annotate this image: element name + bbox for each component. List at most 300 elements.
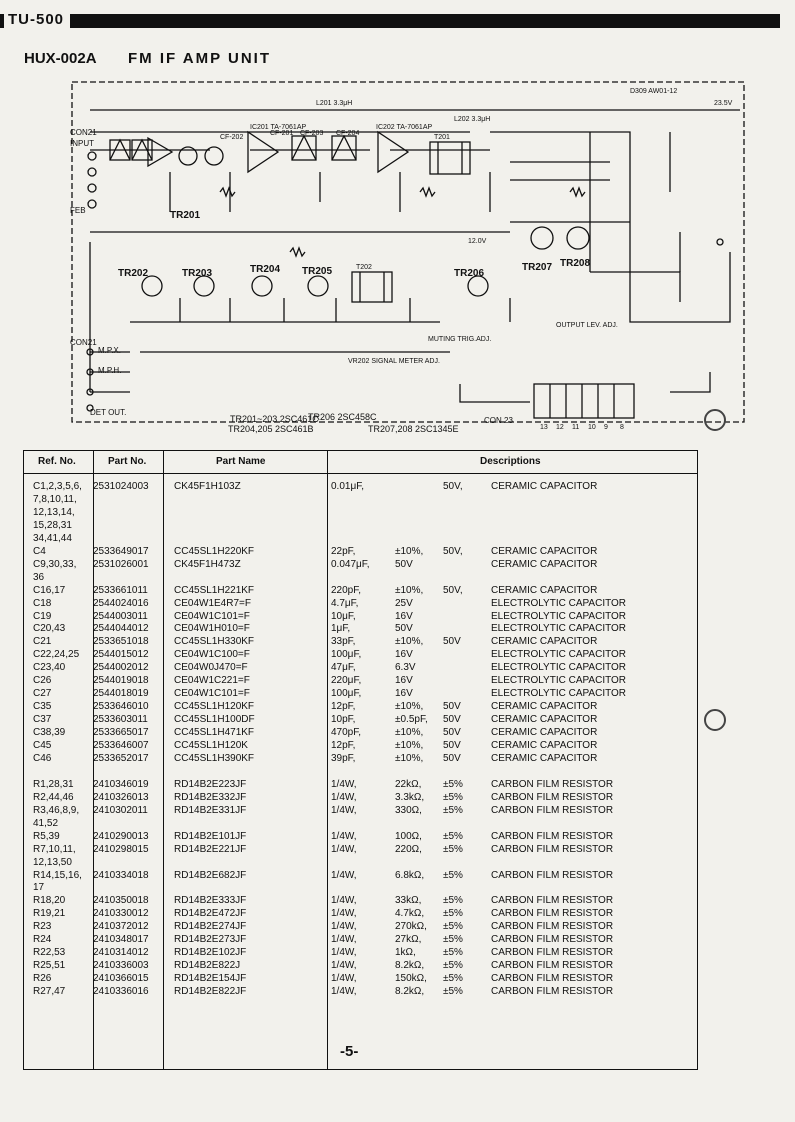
voltage-cell: 50V	[443, 714, 461, 726]
voltage-cell: ±5%	[443, 908, 463, 920]
ref-no-cell: 12,13,14,	[33, 506, 75, 518]
part-name-cell: CE04W1E4R7=F	[174, 597, 251, 609]
voltage-cell: 50V	[443, 727, 461, 739]
t201-label: T201	[434, 134, 450, 141]
table-row	[23, 714, 698, 726]
voltage-cell: ±5%	[443, 934, 463, 946]
tr204-label: TR204	[250, 264, 281, 275]
part-no-cell: 2410366015	[93, 973, 149, 985]
part-name-cell: RD14B2E331JF	[174, 804, 247, 816]
ref-no-cell: 12,13,50	[33, 856, 72, 868]
value-cell: 1/4W,	[331, 934, 357, 946]
pin-13: 13	[540, 424, 548, 431]
part-name-cell: CC45SL1H471KF	[174, 727, 255, 739]
tolerance-cell: 27kΩ,	[395, 934, 422, 946]
part-name-cell: CC45SL1H120KF	[174, 701, 255, 713]
part-no-cell: 2410314012	[93, 947, 149, 959]
tolerance-cell: 4.7kΩ,	[395, 908, 425, 920]
table-row	[23, 831, 698, 843]
value-cell: 1/4W,	[331, 830, 357, 842]
value-cell: 22pF,	[331, 545, 356, 557]
part-no-cell: 2410346019	[93, 778, 149, 790]
tolerance-cell: ±10%,	[395, 727, 424, 739]
part-no-cell: 2410350018	[93, 895, 149, 907]
tolerance-cell: 330Ω,	[395, 804, 422, 816]
description-cell: CARBON FILM RESISTOR	[491, 804, 614, 816]
table-row	[23, 740, 698, 752]
table-row	[23, 701, 698, 713]
value-cell: 470pF,	[331, 727, 362, 739]
ref-no-cell: R7,10,11,	[33, 843, 76, 855]
ref-no-cell: C19	[33, 610, 52, 622]
part-name-cell: RD14B2E223JF	[174, 778, 247, 790]
part-no-cell: 2410302011	[93, 804, 148, 816]
table-row	[23, 636, 698, 648]
description-cell: CARBON FILM RESISTOR	[491, 791, 614, 803]
header-part-no: Part No.	[108, 456, 147, 467]
description-cell: CERAMIC CAPACITOR	[491, 545, 598, 557]
part-no-cell: 2533652017	[93, 752, 149, 764]
tolerance-cell: ±10%,	[395, 584, 424, 596]
value-cell: 12pF,	[331, 740, 356, 751]
description-cell: ELECTROLYTIC CAPACITOR	[491, 597, 627, 609]
description-cell: CERAMIC CAPACITOR	[491, 636, 598, 648]
description-cell: CARBON FILM RESISTOR	[491, 830, 614, 842]
value-cell: 220μF,	[331, 675, 362, 687]
ref-no-cell: R25,51	[33, 960, 66, 972]
voltage-cell: 50V	[443, 752, 461, 764]
tr-list-2: TR206 2SC458C	[308, 412, 377, 422]
punch-hole-icon	[700, 405, 730, 435]
ref-no-cell: R26	[33, 973, 52, 985]
part-name-cell: RD14B2E822J	[174, 960, 241, 972]
tolerance-cell: 16V	[395, 688, 413, 700]
part-no-cell: 2410336003	[93, 960, 149, 972]
header-bar	[0, 14, 780, 28]
ref-no-cell: R22,53	[33, 947, 66, 959]
ref-no-cell: C20,43	[33, 623, 66, 635]
part-no-cell: 2410330012	[93, 908, 149, 920]
value-cell: 1/4W,	[331, 960, 357, 972]
tolerance-cell: ±10%,	[395, 545, 424, 557]
cf204-label: CF-204	[336, 130, 360, 137]
value-cell: 1/4W,	[331, 869, 357, 881]
tolerance-cell: 220Ω,	[395, 843, 422, 855]
table-row	[23, 649, 698, 661]
table-row	[23, 857, 698, 869]
part-no-cell: 2410290013	[93, 830, 149, 842]
value-cell: 12pF,	[331, 701, 356, 713]
voltage-cell: 50V,	[443, 584, 463, 596]
value-cell: 1/4W,	[331, 778, 357, 790]
description-cell: CARBON FILM RESISTOR	[491, 778, 614, 790]
voltage-cell: 50V	[443, 740, 461, 751]
ref-no-cell: 41,52	[33, 817, 59, 829]
part-name-cell: RD14B2E682JF	[174, 869, 247, 881]
part-no-cell: 2544003011	[93, 610, 148, 622]
t202-label: T202	[356, 264, 372, 271]
table-row	[23, 494, 698, 506]
voltage-cell: ±5%	[443, 986, 463, 998]
part-name-cell: RD14B2E332JF	[174, 791, 247, 803]
value-cell: 1/4W,	[331, 895, 357, 907]
table-row	[23, 792, 698, 804]
cf203-label: CF-203	[300, 130, 324, 137]
value-cell: 220pF,	[331, 584, 362, 596]
description-cell: CARBON FILM RESISTOR	[491, 895, 614, 907]
muting-label: MUTING TRIG.ADJ.	[428, 336, 492, 343]
value-cell: 47μF,	[331, 662, 356, 674]
ref-no-cell: R2,44,46	[33, 791, 74, 803]
ic201-label: IC201 TA-7061AP	[250, 124, 307, 131]
ref-no-cell: C16,17	[33, 584, 66, 596]
description-cell: CARBON FILM RESISTOR	[491, 960, 614, 972]
part-no-cell: 2533651018	[93, 636, 149, 648]
ic202-label: IC202 TA-7061AP	[376, 124, 433, 131]
tolerance-cell: 50V	[395, 623, 413, 635]
part-name-cell: CC45SL1H221KF	[174, 584, 255, 596]
part-no-cell: 2410336016	[93, 986, 149, 998]
punch-hole-icon	[700, 705, 730, 735]
rail-voltage-label: 12.0V	[468, 238, 487, 245]
description-cell: CARBON FILM RESISTOR	[491, 908, 614, 920]
table-row	[23, 934, 698, 946]
part-name-cell: RD14B2E154JF	[174, 973, 247, 985]
voltage-cell: 50V,	[443, 545, 463, 557]
part-name-cell: CE04W1C221=F	[174, 675, 250, 687]
tr208-label: TR208	[560, 258, 591, 269]
voltage-cell: ±5%	[443, 960, 463, 972]
part-name-cell: CK45F1H473Z	[174, 558, 241, 570]
table-row	[23, 844, 698, 856]
table-row	[23, 662, 698, 674]
description-cell: ELECTROLYTIC CAPACITOR	[491, 675, 627, 687]
value-cell: 33pF,	[331, 636, 356, 648]
ref-no-cell: C37	[33, 714, 52, 726]
tr207-label: TR207	[522, 262, 553, 273]
model-title: TU-500	[4, 10, 70, 30]
tolerance-cell: 8.2kΩ,	[395, 986, 425, 998]
tolerance-cell: ±10%,	[395, 701, 424, 713]
table-row	[23, 507, 698, 519]
description-cell: ELECTROLYTIC CAPACITOR	[491, 610, 627, 622]
table-row	[23, 766, 698, 778]
cf201-label: CF-201	[270, 130, 294, 137]
description-cell: CARBON FILM RESISTOR	[491, 934, 614, 946]
voltage-cell: ±5%	[443, 791, 463, 803]
part-name-cell: CK45F1H103Z	[174, 481, 241, 492]
part-no-cell: 2531024003	[93, 481, 149, 492]
mph-label: M.P.H.	[98, 366, 122, 375]
table-row	[23, 611, 698, 623]
ref-no-cell: R27,47	[33, 986, 66, 998]
ref-no-cell: C22,24,25	[33, 649, 80, 661]
description-cell: CERAMIC CAPACITOR	[491, 714, 598, 726]
ref-no-cell: R18,20	[33, 895, 66, 907]
tolerance-cell: 22kΩ,	[395, 778, 422, 790]
voltage-cell: 50V,	[443, 481, 463, 492]
header-descriptions: Descriptions	[480, 456, 541, 467]
table-row	[23, 908, 698, 920]
tr-list-3: TR204,205 2SC461B	[228, 424, 314, 434]
table-row	[23, 572, 698, 584]
table-row	[23, 598, 698, 610]
ref-no-cell: R3,46,8,9,	[33, 804, 80, 816]
table-row	[23, 520, 698, 532]
voltage-cell: ±5%	[443, 843, 463, 855]
ref-no-cell: C18	[33, 597, 52, 609]
table-row	[23, 818, 698, 830]
tr-list-4: TR207,208 2SC1345E	[368, 424, 459, 434]
header-ref-no: Ref. No.	[38, 456, 76, 467]
part-name-cell: CE04W0J470=F	[174, 662, 248, 674]
tolerance-cell: ±10%,	[395, 752, 424, 764]
input-label: INPUT	[70, 139, 94, 148]
voltage-cell: 50V	[443, 701, 461, 713]
tolerance-cell: ±10%,	[395, 636, 424, 648]
tolerance-cell: 33kΩ,	[395, 895, 422, 907]
pin-12: 12	[556, 424, 564, 431]
tolerance-cell: 1kΩ,	[395, 947, 416, 959]
value-cell: 1/4W,	[331, 986, 357, 998]
part-name-cell: RD14B2E822JF	[174, 986, 247, 998]
table-row	[23, 546, 698, 558]
tr201-label: TR201	[170, 210, 201, 221]
part-no-cell: 2533603011	[93, 714, 148, 726]
table-row	[23, 921, 698, 933]
value-cell: 1/4W,	[331, 947, 357, 959]
value-cell: 39pF,	[331, 752, 356, 764]
value-cell: 1/4W,	[331, 791, 357, 803]
pin-11: 11	[572, 424, 580, 431]
description-cell: ELECTROLYTIC CAPACITOR	[491, 623, 627, 635]
table-row	[23, 623, 698, 635]
tolerance-cell: 100Ω,	[395, 830, 422, 842]
description-cell: CARBON FILM RESISTOR	[491, 973, 614, 985]
ref-no-cell: R19,21	[33, 908, 66, 920]
description-cell: ELECTROLYTIC CAPACITOR	[491, 688, 627, 700]
part-name-cell: RD14B2E472JF	[174, 908, 247, 920]
l202-label: L202 3.3μH	[454, 116, 491, 123]
table-row	[23, 973, 698, 985]
tolerance-cell: 16V	[395, 649, 413, 661]
voltage-cell: ±5%	[443, 973, 463, 985]
value-cell: 1/4W,	[331, 804, 357, 816]
ref-no-cell: 7,8,10,11,	[33, 493, 77, 505]
table-row	[23, 882, 698, 894]
pin-9: 9	[604, 424, 608, 431]
part-no-cell: 2544002012	[93, 662, 149, 674]
part-name-cell: CC45SL1H390KF	[174, 752, 255, 764]
voltage-cell: ±5%	[443, 778, 463, 790]
mpx-label: M.P.X.	[98, 346, 121, 355]
tolerance-cell: 50V	[395, 558, 413, 570]
voltage-cell: ±5%	[443, 947, 463, 959]
part-name-cell: RD14B2E273JF	[174, 934, 247, 946]
voltage-cell: ±5%	[443, 830, 463, 842]
ref-no-cell: C27	[33, 688, 52, 700]
part-name-cell: RD14B2E333JF	[174, 895, 247, 907]
table-row	[23, 870, 698, 882]
value-cell: 1/4W,	[331, 921, 357, 933]
ref-no-cell: 34,41,44	[33, 532, 72, 544]
tr203-label: TR203	[182, 268, 213, 279]
pin-8: 8	[620, 424, 624, 431]
supply-voltage-label: 23.5V	[714, 100, 733, 107]
table-row	[23, 585, 698, 597]
ref-no-cell: C23,40	[33, 662, 66, 674]
con21-top-label: CON21	[70, 128, 97, 137]
page-number: -5-	[340, 1043, 359, 1060]
value-cell: 100μF,	[331, 688, 362, 700]
description-cell: CARBON FILM RESISTOR	[491, 947, 614, 959]
value-cell: 1/4W,	[331, 843, 357, 855]
part-name-cell: CC45SL1H220KF	[174, 545, 255, 557]
tr-list-1: TR201~203 2SC461C	[230, 414, 319, 424]
signal-meter-label: VR202 SIGNAL METER ADJ.	[348, 358, 440, 365]
table-row	[23, 753, 698, 765]
schematic-diagram	[70, 72, 760, 442]
description-cell: CERAMIC CAPACITOR	[491, 701, 598, 713]
part-name-cell: RD14B2E102JF	[174, 947, 247, 959]
tolerance-cell: 270kΩ,	[395, 921, 427, 933]
value-cell: 1/4W,	[331, 973, 357, 985]
part-no-cell: 2533661011	[93, 584, 148, 596]
part-no-cell: 2544019018	[93, 675, 149, 687]
description-cell: CARBON FILM RESISTOR	[491, 843, 614, 855]
ref-no-cell: C1,2,3,5,6,	[33, 481, 82, 492]
output-lev-label: OUTPUT LEV. ADJ.	[556, 322, 618, 329]
tolerance-cell: 8.2kΩ,	[395, 960, 425, 972]
d309-label: D309 AW01-12	[630, 88, 678, 95]
part-no-cell: 2533646010	[93, 701, 149, 713]
part-name-cell: CE04W1H010=F	[174, 623, 250, 635]
value-cell: 10pF,	[331, 714, 356, 726]
tolerance-cell: ±0.5pF,	[395, 714, 428, 726]
con23-label: CON 23	[484, 416, 513, 425]
ref-no-cell: R14,15,16,	[33, 869, 82, 881]
description-cell: CERAMIC CAPACITOR	[491, 558, 598, 570]
feb-label: FEB	[70, 206, 86, 215]
table-row	[23, 947, 698, 959]
ref-no-cell: C9,30,33,	[33, 558, 77, 570]
part-name-cell: RD14B2E274JF	[174, 921, 247, 933]
description-cell: CARBON FILM RESISTOR	[491, 869, 614, 881]
part-no-cell: 2533649017	[93, 545, 149, 557]
value-cell: 1/4W,	[331, 908, 357, 920]
part-name-cell: CE04W1C101=F	[174, 688, 250, 700]
table-row	[23, 895, 698, 907]
tolerance-cell: 16V	[395, 610, 413, 622]
ref-no-cell: C4	[33, 545, 46, 557]
ref-no-cell: R1,28,31	[33, 778, 74, 790]
ref-no-cell: C45	[33, 740, 52, 751]
part-name-cell: CC45SL1H120K	[174, 740, 248, 751]
tolerance-cell: 3.3kΩ,	[395, 791, 425, 803]
ref-no-cell: C35	[33, 701, 52, 713]
table-row	[23, 727, 698, 739]
ref-no-cell: 15,28,31	[33, 519, 72, 531]
table-row	[23, 533, 698, 545]
ref-no-cell: C21	[33, 636, 52, 648]
table-row	[23, 805, 698, 817]
part-name-cell: RD14B2E221JF	[174, 843, 247, 855]
con21-bottom-label: CON21	[70, 338, 97, 347]
part-no-cell: 2410348017	[93, 934, 149, 946]
part-name-cell: CC45SL1H330KF	[174, 636, 255, 648]
table-row	[23, 688, 698, 700]
description-cell: CERAMIC CAPACITOR	[491, 727, 598, 739]
description-cell: CERAMIC CAPACITOR	[491, 752, 598, 764]
tolerance-cell: ±10%,	[395, 740, 424, 751]
part-name-cell: CC45SL1H100DF	[174, 714, 255, 726]
description-cell: CERAMIC CAPACITOR	[491, 481, 598, 492]
pin-10: 10	[588, 424, 596, 431]
part-no-cell: 2410334018	[93, 869, 149, 881]
table-row	[23, 559, 698, 571]
ref-no-cell: R5,39	[33, 830, 60, 842]
ref-no-cell: 36	[33, 571, 45, 583]
part-no-cell: 2531026001	[93, 558, 149, 570]
part-no-cell: 2544044012	[93, 623, 149, 635]
part-no-cell: 2544015012	[93, 649, 149, 661]
value-cell: 10μF,	[331, 610, 356, 622]
part-no-cell: 2544024016	[93, 597, 149, 609]
cf202-label: CF-202	[220, 134, 244, 141]
part-name-cell: CE04W1C101=F	[174, 610, 250, 622]
tolerance-cell: 16V	[395, 675, 413, 687]
tr206-label: TR206	[454, 268, 485, 279]
voltage-cell: ±5%	[443, 895, 463, 907]
description-cell: CERAMIC CAPACITOR	[491, 584, 598, 596]
voltage-cell: ±5%	[443, 869, 463, 881]
unit-title: FM IF AMP UNIT	[128, 50, 271, 67]
part-no-cell: 2533665017	[93, 727, 149, 739]
value-cell: 4.7μF,	[331, 597, 359, 609]
description-cell: ELECTROLYTIC CAPACITOR	[491, 649, 627, 661]
table-row	[23, 675, 698, 687]
part-no-cell: 2544018019	[93, 688, 149, 700]
part-name-cell: RD14B2E101JF	[174, 830, 247, 842]
value-cell: 100μF,	[331, 649, 362, 661]
ref-no-cell: 17	[33, 882, 45, 894]
table-row	[23, 986, 698, 998]
det-out-label: DET OUT.	[90, 408, 127, 417]
ref-no-cell: C26	[33, 675, 52, 687]
table-row	[23, 481, 698, 493]
part-no-cell: 2410298015	[93, 843, 149, 855]
voltage-cell: ±5%	[443, 921, 463, 933]
table-row	[23, 779, 698, 791]
unit-code: HUX-002A	[24, 50, 97, 67]
tolerance-cell: 25V	[395, 597, 413, 609]
header-part-name: Part Name	[216, 456, 266, 467]
tolerance-cell: 6.3V	[395, 662, 416, 674]
description-cell: ELECTROLYTIC CAPACITOR	[491, 662, 627, 674]
ref-no-cell: C46	[33, 752, 52, 764]
table-row	[23, 960, 698, 972]
tr205-label: TR205	[302, 266, 333, 277]
value-cell: 0.047μF,	[331, 558, 370, 570]
ref-no-cell: R24	[33, 934, 52, 946]
voltage-cell: ±5%	[443, 804, 463, 816]
l201-label: L201 3.3μH	[316, 100, 353, 107]
description-cell: CERAMIC CAPACITOR	[491, 740, 598, 751]
description-cell: CARBON FILM RESISTOR	[491, 921, 614, 933]
voltage-cell: 50V	[443, 636, 461, 648]
part-no-cell: 2533646007	[93, 740, 149, 751]
tolerance-cell: 6.8kΩ,	[395, 869, 425, 881]
